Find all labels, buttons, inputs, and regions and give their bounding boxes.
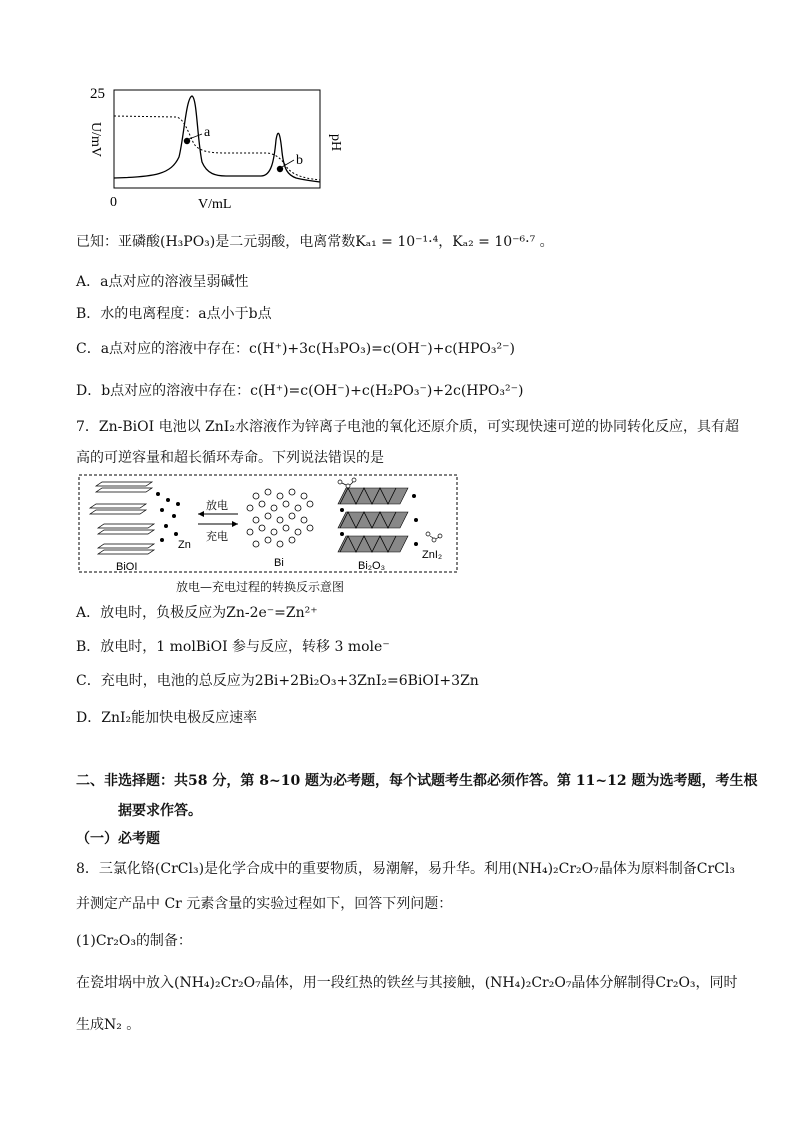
- label-charge: 充电: [206, 530, 228, 543]
- figure-caption: 放电—充电过程的转换反示意图: [176, 580, 345, 594]
- biol-layers: [90, 482, 154, 554]
- q6-option-a: A．a点对应的溶液呈弱碱性: [76, 274, 249, 290]
- label-zni2: ZnI₂: [422, 549, 443, 561]
- q6-option-c: C．a点对应的溶液中存在：c(H⁺)+3c(H₃PO₃)=c(OH⁻)+c(HPO₃²⁻): [76, 341, 515, 357]
- ph-curve: [114, 116, 320, 180]
- q8-line1: 8．三氯化铬(CrCl₃)是化学合成中的重要物质，易潮解，易升华。利用(NH₄)₂Cr₂O₇晶体为原料制备CrCl₃: [76, 861, 735, 877]
- q7-stem-line1: 7．Zn-BiOI 电池以 ZnI₂水溶液作为锌离子电池的氧化还原介质，可实现快速可逆的协同转化反应，具有超: [76, 419, 739, 435]
- titration-graph: [76, 82, 366, 214]
- q7-option-c: C．充电时，电池的总反应为2Bi+2Bi₂O₃+3ZnI₂=6BiOI+3Zn: [76, 673, 479, 689]
- section2-heading-line2: 据要求作答。: [118, 803, 202, 819]
- bi2o3-layers: [338, 488, 408, 552]
- q8-line4: 在瓷坩埚中放入(NH₄)₂Cr₂O₇晶体，用一段红热的铁丝与其接触，(NH₄)₂Cr₂O₇晶体分解制得Cr₂O₃，同时: [76, 975, 738, 991]
- label-discharge: 放电: [206, 499, 228, 512]
- bi-particles: [247, 489, 313, 547]
- q6-option-d: D．b点对应的溶液中存在：c(H⁺)=c(OH⁻)+c(H₂PO₃⁻)+2c(HPO₃²⁻): [76, 383, 524, 399]
- point-a-label: a: [204, 125, 211, 140]
- battery-conversion-figure: [78, 474, 458, 574]
- zni2-molecule-icon: [338, 478, 442, 542]
- q6-given: 已知：亚磷酸(H₃PO₃)是二元弱酸，电离常数Kₐ₁ = 10⁻¹·⁴，Kₐ₂ = 10⁻⁶·⁷ 。: [76, 234, 554, 250]
- q6-option-b: B．水的电离程度：a点小于b点: [76, 306, 272, 322]
- point-b-label: b: [296, 153, 303, 168]
- q8-line2: 并测定产品中 Cr 元素含量的实验过程如下，回答下列问题：: [76, 896, 453, 912]
- label-biol: BiOI: [116, 561, 138, 573]
- q8-line5: 生成N₂ 。: [76, 1017, 141, 1033]
- potential-curve: [114, 96, 320, 182]
- biol-dots: [156, 492, 180, 542]
- q7-option-a: A．放电时，负极反应为Zn-2e⁻=Zn²⁺: [76, 605, 318, 621]
- label-zn: Zn: [178, 539, 191, 551]
- q7-option-b: B．放电时，1 molBiOI 参与反应，转移 3 mole⁻: [76, 639, 390, 655]
- q7-option-d: D．ZnI₂能加快电极反应速率: [76, 710, 258, 726]
- section2-subheading: （一）必考题: [76, 831, 160, 847]
- y-top-label: 25: [90, 86, 105, 102]
- label-bi2o3: Bi₂O₃: [358, 560, 386, 572]
- label-bi: Bi: [274, 557, 284, 569]
- q8-line3: (1)Cr₂O₃的制备：: [76, 933, 192, 949]
- right-axis-label: pH: [328, 134, 343, 152]
- origin-label: 0: [110, 195, 117, 210]
- q7-stem-line2: 高的可逆容量和超长循环寿命。下列说法错误的是: [76, 450, 384, 466]
- y-axis-label: U/mV: [88, 122, 103, 157]
- x-axis-label: V/mL: [198, 197, 232, 212]
- section2-heading-line1: 二、非选择题：共58 分，第 8~10 题为必考题，每个试题考生都必须作答。第 11~12 题为选考题，考生根: [76, 773, 758, 789]
